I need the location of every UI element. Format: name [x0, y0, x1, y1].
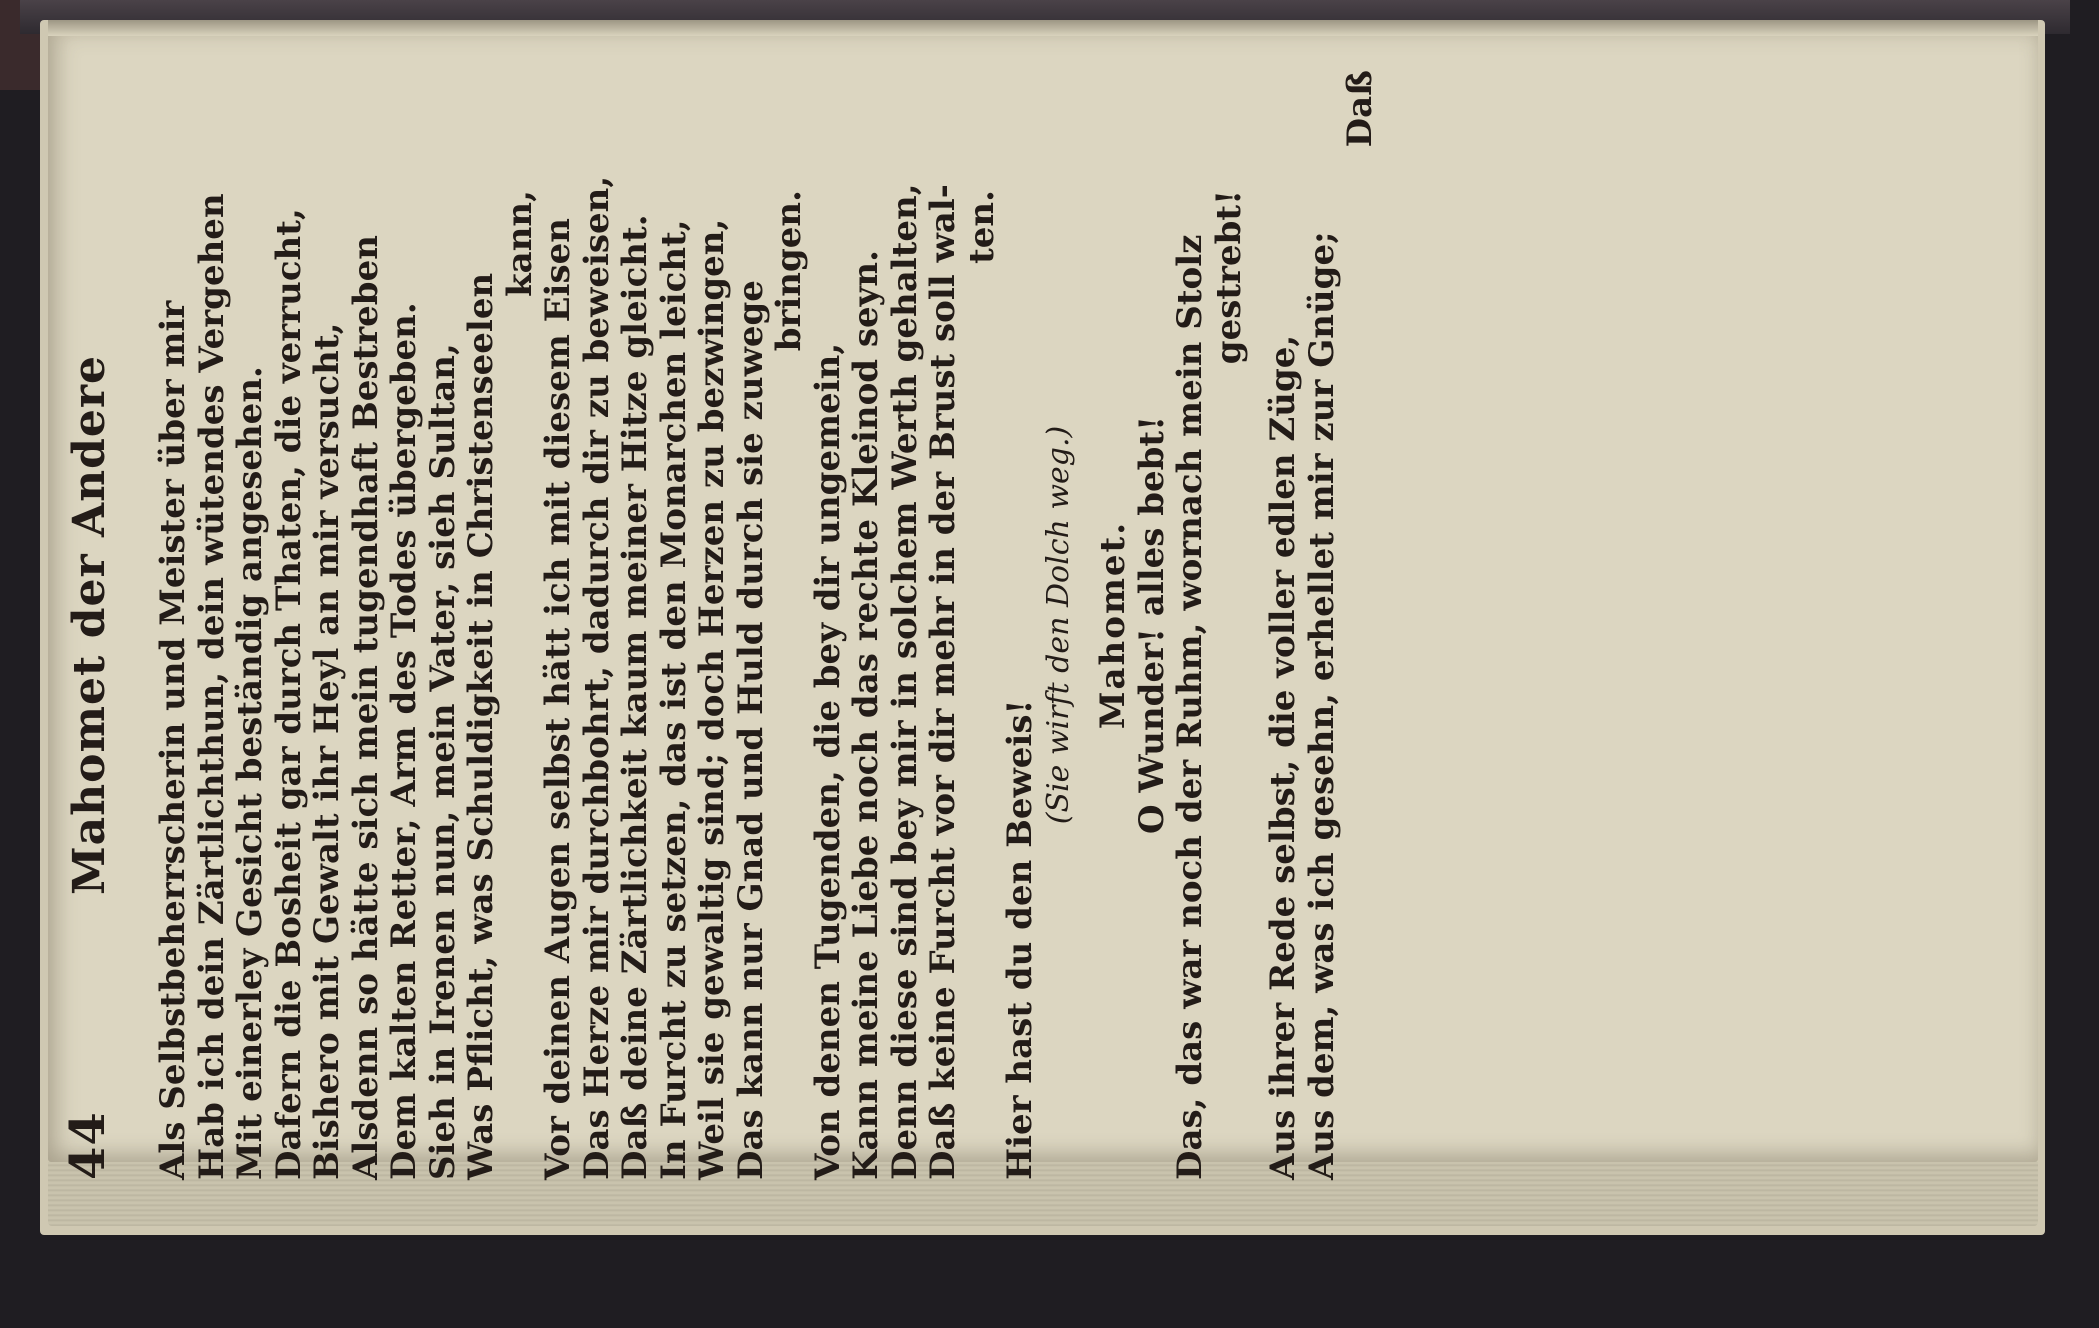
verse-line: Als Selbstbeherrscherin und Meister über mir: [153, 300, 193, 1180]
verse-line: Vor deinen Augen selbst hätt ich mit diesem Eisen: [538, 218, 578, 1180]
verse-line: Das, das war noch der Ruhm, wornach mein Stolz: [1170, 234, 1210, 1180]
verse-line: Von denen Tugenden, die bey dir ungemein,: [807, 342, 848, 1180]
verse-line: Aus ihrer Rede selbst, die voller edlen Züge,: [1263, 334, 1303, 1180]
verse-line: Aus dem, was ich gesehn, erhellet mir zur Gnüge;: [1301, 231, 1342, 1180]
verse-line: Dem kalten Retter, Arm des Todes übergeben.: [384, 302, 424, 1180]
verse-line-continuation: ten.: [961, 190, 1002, 264]
verse-line: Alsdenn so hätte sich mein tugendhaft Bestreben: [345, 235, 386, 1180]
verse-line-continuation: bringen.: [769, 190, 809, 352]
spacer: [1078, 70, 1094, 1180]
verse-line: Denn diese sind bey mir in solchem Werth gehalten,: [884, 183, 925, 1180]
verse-line: O Wunder! alles bebt!: [1131, 415, 1172, 835]
verse-line-continuation: gestrebt!: [1208, 190, 1249, 365]
verse-line-continuation: kann,: [499, 190, 540, 297]
verse-text: [154, 70, 1380, 1180]
verse-line: Daß keine Furcht vor dir mehr in der Brust soll wal-: [923, 184, 963, 1180]
verse-line: In Furcht zu setzen, das ist den Monarchen leicht,: [653, 219, 694, 1180]
page-number: 44: [60, 1111, 116, 1180]
page-text-rotated: [60, 70, 1960, 1180]
running-title: Mahomet der Andere: [64, 354, 115, 896]
page-gutter: [48, 20, 2038, 36]
verse-line: Das kann nur Gnad und Huld durch sie zuwege: [730, 280, 771, 1180]
verse-line: Was Pflicht, was Schuldigkeit in Christenseelen: [461, 272, 501, 1180]
verse-line: Hier hast du den Beweis!: [1000, 699, 1040, 1180]
catchword: Daß: [1340, 70, 1380, 148]
spacer: [1248, 70, 1264, 1180]
speaker-name: Mahomet.: [1093, 520, 1133, 730]
verse-line: Mit einerley Gesicht beständig angesehen.: [230, 366, 270, 1180]
verse-line: Kann meine Liebe noch das rechte Kleinod seyn.: [846, 250, 886, 1180]
verse-line: Sieh in Irenen nun, mein Vater, sieh Sultan,: [422, 343, 463, 1180]
verse-line: Daß deine Zärtlichkeit kaum meiner Hitze gleicht.: [615, 214, 655, 1180]
verse-line: Das Herze mir durchbohrt, dadurch dir zu beweisen,: [576, 175, 617, 1180]
stage-direction: (Sie wirft den Dolch weg.): [1040, 425, 1076, 825]
verse-line: Weil sie gewaltig sind; doch Herzen zu bezwingen,: [692, 218, 732, 1180]
running-head: [60, 70, 140, 1180]
verse-line: Dafern die Bosheit gar durch Thaten, die verrucht,: [268, 208, 309, 1180]
verse-line: Hab ich dein Zärtlichthun, dein wütendes Vergehen: [191, 193, 232, 1180]
verse-line: Bishero mit Gewalt ihr Heyl an mir versucht,: [307, 322, 347, 1180]
